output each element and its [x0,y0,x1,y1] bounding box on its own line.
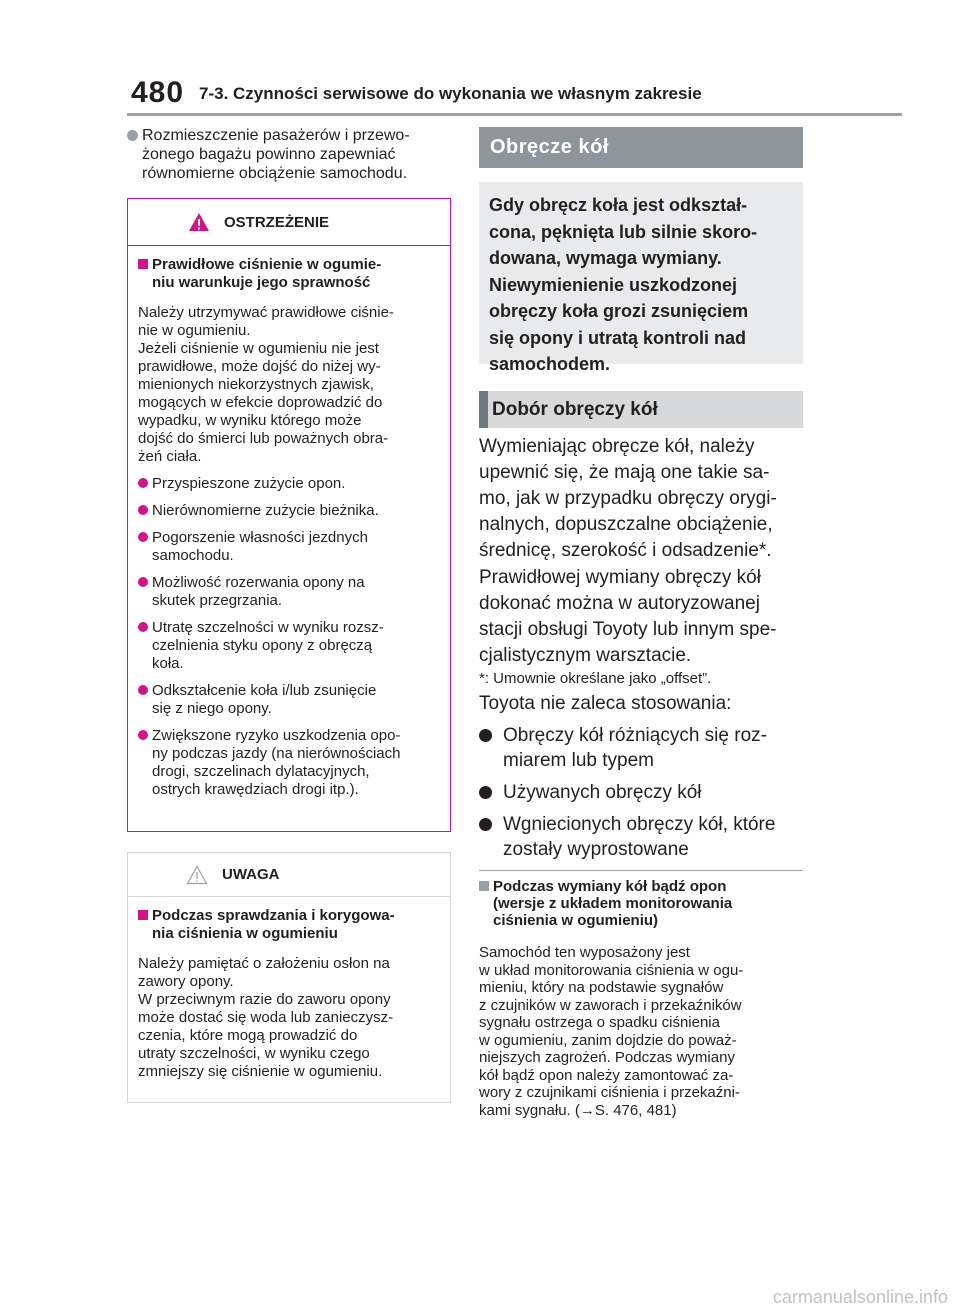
list-item-text: Możliwość rozerwania opony na skutek przegrzania. [152,574,365,609]
warning-title: OSTRZEŻENIE [224,213,330,231]
bullet-icon [127,130,138,141]
list-item-text: Pogorszenie własności jezdnych samochodu. [152,529,368,564]
list-item [127,126,452,183]
bullet-icon [138,577,148,587]
rims-heading-text: Obręcze kół [490,136,609,158]
list-item-text: Utratę szczelności w wyniku rozsz- czelnienia styku opony z obręczą koła. [152,619,384,672]
list-item [138,574,444,610]
footnote: *: Umownie określane jako „offset”. [479,670,712,687]
list-item [138,529,444,565]
list-item [479,723,805,773]
heading-accent [479,391,488,428]
square-bullet-icon [479,881,489,891]
watermark: carmanualsonline.info [772,1287,948,1307]
bullet-icon [138,478,148,488]
intro-text: Rozmieszczenie pasażerów i przewo- żonego bagażu powinno zapewniać równomierne obciążenie samochodu. [142,127,410,182]
square-bullet-icon [138,259,148,269]
square-bullet-icon [138,910,148,920]
list-item [479,780,805,805]
selection-paragraph-1: Wymieniając obręcze kół, należy upewnić się, że mają one takie sa- mo, jak w przypadku obręczy orygi- nalnych, dopuszczalne obciążenie, średnicę, szerokość i odsadzenie*. [479,436,777,561]
bullet-icon [138,532,148,542]
bullet-icon [479,818,492,831]
note-box [127,852,451,1103]
note-subheading-text: Podczas sprawdzania i korygowa- nia ciśnienia w ogumieniu [152,907,395,942]
warning-subheading [138,256,444,292]
rims-warning-card: Gdy obręcz koła jest odkształ- cona, pęknięta lub silnie skoro- dowana, wymaga wymiany. Niewymienienie uszkodzonej obręczy koła grozi zsunięciem się opony i utratą kontroli nad samochodem. [479,182,803,364]
selection-paragraph-2: Prawidłowej wymiany obręczy kół dokonać można w autoryzowanej stacji obsługi Toyoty lub innym spe- cjalistycznym warsztacie. [479,567,777,666]
bullet-icon [138,505,148,515]
list-item-text: Używanych obręczy kół [503,782,702,803]
not-recommended-list [479,723,805,869]
bullet-icon [479,729,492,742]
warning-subheading-text: Prawidłowe ciśnienie w ogumie- niu warunkuje jego sprawność [152,256,382,291]
warning-triangle-icon [188,212,210,232]
list-item [138,727,444,799]
list-item [138,682,444,718]
list-item-text: Zwiększone ryzyko uszkodzenia opo- ny podczas jazdy (na nierównościach drogi, szczelinach dylatacyjnych, ostrych krawędziach drogi itp.). [152,727,401,798]
list-item-text: Nierównomierne zużycie bieżnika. [152,502,379,519]
list-item [138,619,444,673]
section-title: 7-3. Czynności serwisowe do wykonania we własnym zakresie [199,84,702,103]
note-body [128,897,450,1081]
list-item [479,812,805,862]
note-title: UWAGA [222,866,280,883]
list-item-text: Obręczy kół różniących się roz- miarem lub typem [503,725,767,771]
bullet-icon [138,730,148,740]
warning-header [128,199,450,246]
bullet-icon [138,622,148,632]
header-divider [127,113,902,116]
section-divider [479,870,803,871]
list-item [138,475,444,493]
rims-heading [479,127,803,168]
selection-heading [479,391,803,428]
list-item-text: Wgniecionych obręczy kół, które zostały wyprostowane [503,814,776,860]
page-number: 480 [131,76,185,109]
note-paragraph: Należy pamiętać o założeniu osłon na zawory opony. W przeciwnym razie do zaworu opony może dostać się woda lub zanieczysz- czenia, które mogą prowadzić do utraty szczelności, w wyniku czego zmniejszy się ciśnienie w ogumieniu. [138,955,394,1080]
list-item [138,502,444,520]
warning-box [127,198,451,832]
warning-paragraph: Należy utrzymywać prawidłowe ciśnie- nie w ogumieniu. Jeżeli ciśnienie w ogumieniu nie jest prawidłowe, może dojść do niżej wy- mienionych niekorzystnych zjawisk, mogących w efekcie doprowadzić do wypadku, w wyniku którego może dojść do śmierci lub poważnych obra- żeń ciała. [138,304,394,465]
bullet-icon [479,786,492,799]
note-header [128,853,450,897]
list-item-text: Przyspieszone zużycie opon. [152,475,346,492]
left-column-intro [127,126,452,183]
tpms-subheading-block [479,878,805,929]
tpms-paragraph: Samochód ten wyposażony jest w układ monitorowania ciśnienia w ogu- mieniu, który na podstawie sygnałów z czujników w zaworach i przekaźników sygnału ostrzega o spadku ciśnienia w ogumieniu, zanim dojdzie do poważ- niejszych zagrożeń. Podczas wymiany kół bądź opon należy zamontować za- wory z czujnikami ciśnienia i przekaźni- kami sygnału. (→S. 476, 481) [479,944,744,1119]
note-subheading [138,907,444,943]
warning-body [128,246,450,799]
list-item-text: Odkształcenie koła i/lub zsunięcie się z niego opony. [152,682,377,717]
tpms-subheading [479,878,805,929]
selection-heading-text: Dobór obręczy kół [492,398,658,420]
bullet-icon [138,685,148,695]
selection-paragraph-3: Toyota nie zaleca stosowania: [479,693,732,714]
caution-triangle-icon [186,865,208,885]
tpms-subheading-text: Podczas wymiany kół bądź opon (wersje z układem monitorowania ciśnienia w ogumieniu) [493,878,733,929]
